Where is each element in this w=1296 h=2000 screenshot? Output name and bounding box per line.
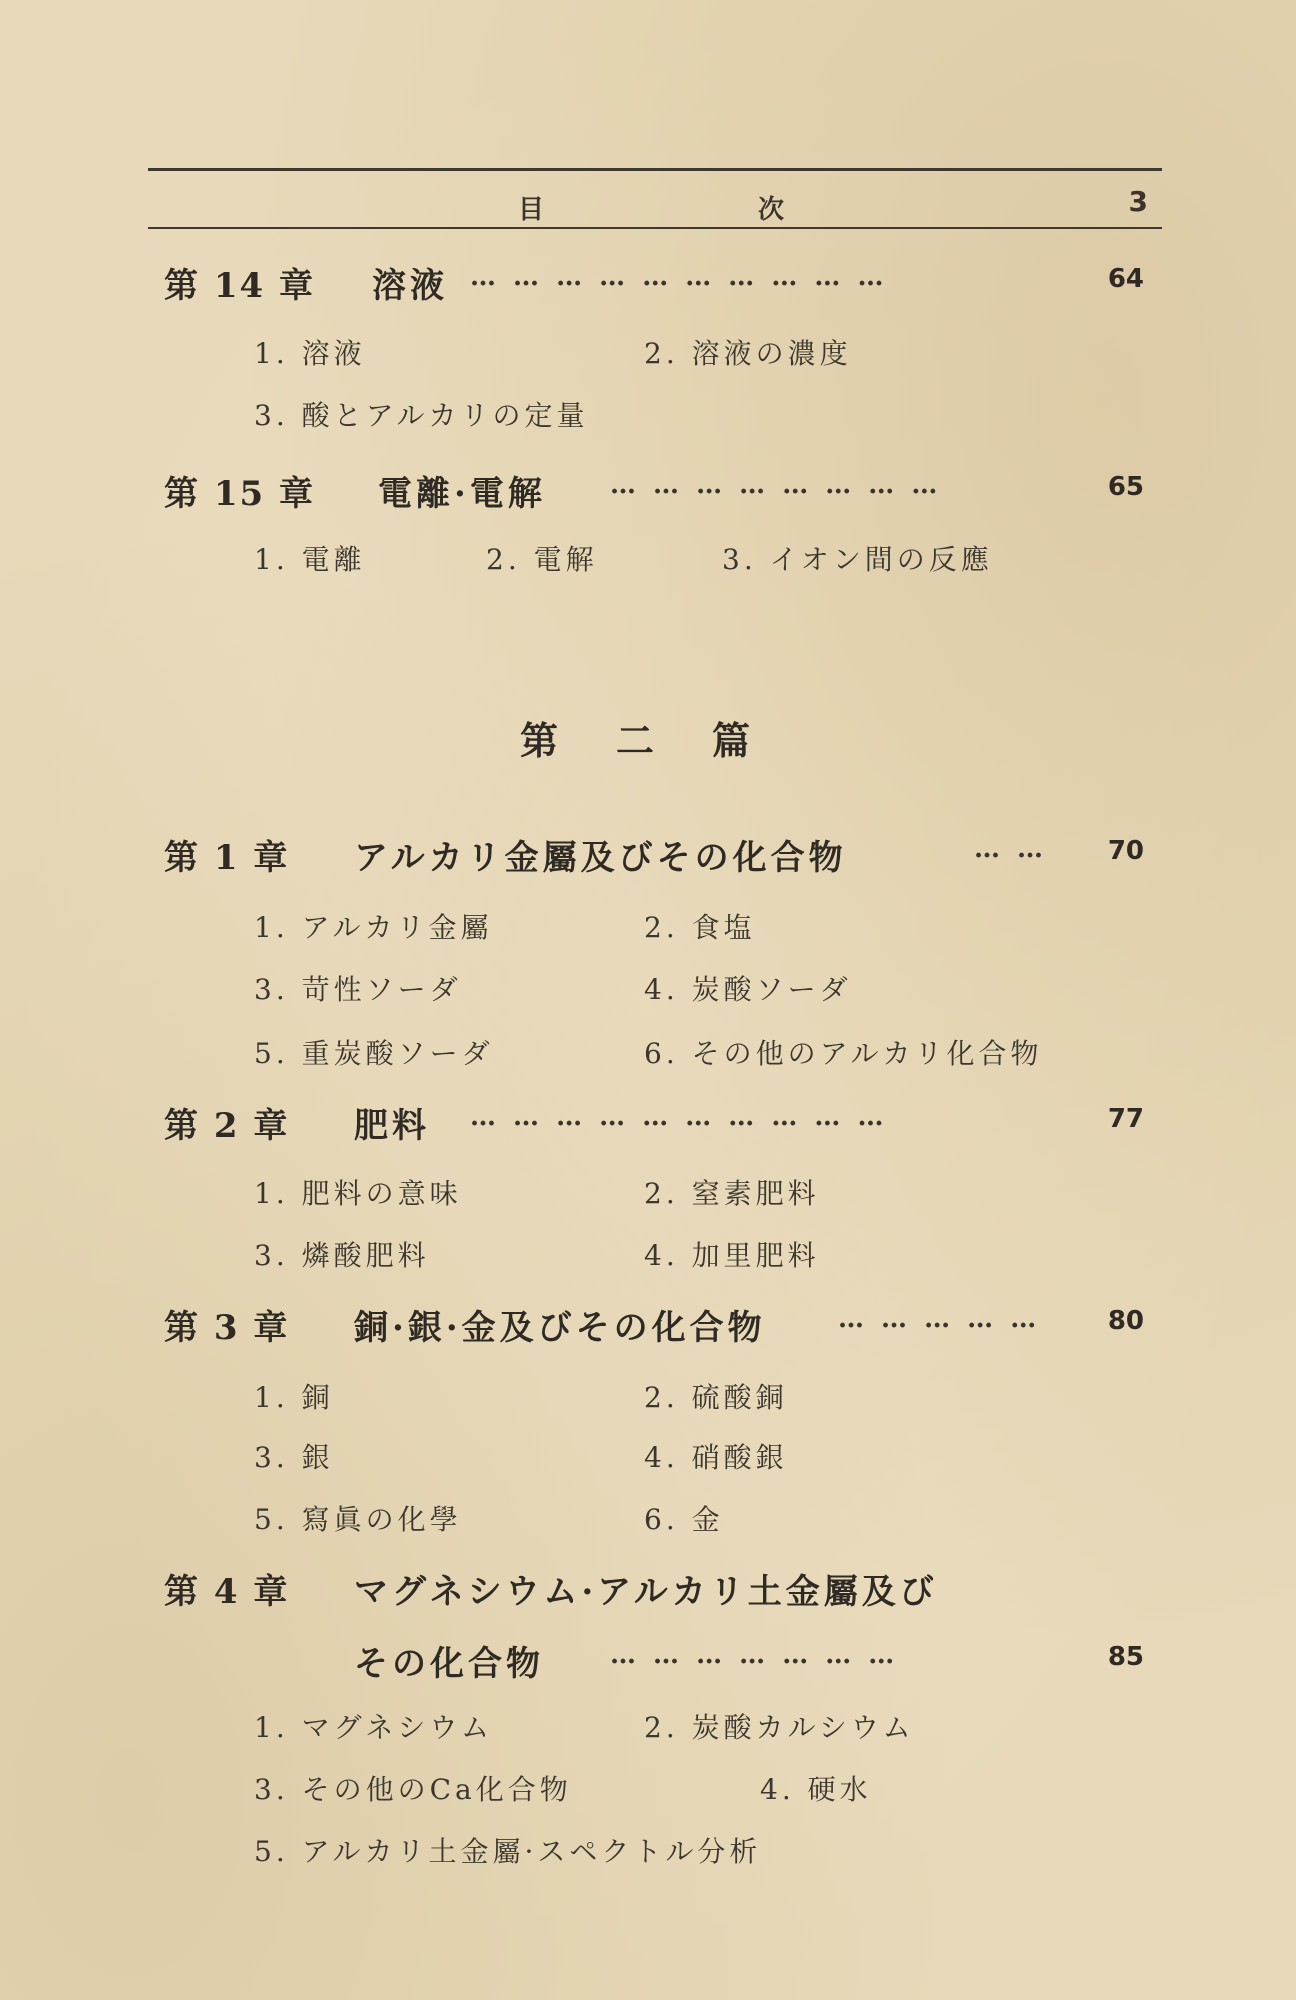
chapter-title: 電離·電解 <box>378 474 546 514</box>
chapter-heading <box>164 258 1144 306</box>
chapter-number: 第 15 章 <box>164 474 315 514</box>
chapter-heading <box>164 1564 1144 1612</box>
leader-dots: … … … … … … … … <box>610 470 942 500</box>
chapter-number: 第 2 章 <box>164 1106 290 1146</box>
leader-dots: … … … … … <box>838 1304 1041 1334</box>
chapter-title: 肥料 <box>354 1106 430 1146</box>
chapter-page: 85 <box>1107 1642 1144 1672</box>
chapter-title: 溶液 <box>372 266 448 306</box>
chapter-page: 70 <box>1107 836 1144 866</box>
chapter-heading <box>164 830 1144 878</box>
section-item: 3. その他のCa化合物 <box>254 1773 572 1806</box>
section-item: 4. 硬水 <box>760 1773 872 1806</box>
chapter-heading <box>164 466 1144 514</box>
chapter-page: 65 <box>1107 472 1144 502</box>
section-item: 1. 肥料の意味 <box>254 1177 462 1210</box>
section-item: 3. イオン間の反應 <box>722 543 993 576</box>
section-item: 5. 重炭酸ソーダ <box>254 1037 494 1070</box>
chapter-number: 第 14 章 <box>164 266 315 306</box>
section-item: 2. 硫酸銅 <box>644 1381 788 1414</box>
chapter-heading <box>164 1300 1144 1348</box>
chapter-page: 80 <box>1107 1306 1144 1336</box>
header-label-right: 次 <box>758 195 785 225</box>
section-item: 3. 苛性ソーダ <box>254 973 462 1006</box>
section-item: 5. アルカリ土金屬·スペクトル分析 <box>254 1835 762 1868</box>
section-item: 2. 炭酸カルシウム <box>644 1711 915 1744</box>
page-number: 3 <box>1128 185 1148 218</box>
chapter-number: 第 1 章 <box>164 838 290 878</box>
header-label-left: 目 <box>518 195 545 225</box>
chapter-number: 第 3 章 <box>164 1308 290 1348</box>
chapter-page: 77 <box>1107 1104 1144 1134</box>
leader-dots: … … … … … … … … … … <box>470 262 888 292</box>
section-item: 3. 酸とアルカリの定量 <box>254 399 589 432</box>
section-item: 4. 炭酸ソーダ <box>644 973 852 1006</box>
section-item: 6. 金 <box>644 1503 724 1536</box>
section-item: 4. 硝酸銀 <box>644 1441 788 1474</box>
section-item: 2. 窒素肥料 <box>644 1177 820 1210</box>
section-item: 1. アルカリ金屬 <box>254 911 493 944</box>
section-item: 1. マグネシウム <box>254 1711 494 1744</box>
section-item: 2. 食塩 <box>644 911 756 944</box>
section-item: 2. 電解 <box>486 543 598 576</box>
chapter-title: マグネシウム·アルカリ土金屬及び <box>354 1572 938 1612</box>
section-item: 4. 加里肥料 <box>644 1239 820 1272</box>
section-item: 6. その他のアルカリ化合物 <box>644 1037 1043 1070</box>
section-item: 3. 銀 <box>254 1441 334 1474</box>
part-title: 第二篇 <box>520 718 809 763</box>
chapter-page: 64 <box>1107 264 1144 294</box>
section-item: 1. 電離 <box>254 543 366 576</box>
section-item: 5. 寫眞の化學 <box>254 1503 462 1536</box>
chapter-title-line2: その化合物 <box>354 1644 544 1684</box>
chapter-heading <box>164 1098 1144 1146</box>
leader-dots: … … … … … … … <box>610 1640 899 1670</box>
leader-dots: … … … … … … … … … … <box>470 1102 888 1132</box>
page-header <box>148 168 1162 229</box>
section-item: 1. 溶液 <box>254 337 366 370</box>
chapter-title: アルカリ金屬及びその化合物 <box>354 838 847 878</box>
leader-dots: … … <box>974 834 1048 864</box>
section-item: 2. 溶液の濃度 <box>644 337 852 370</box>
section-item: 1. 銅 <box>254 1381 334 1414</box>
section-item: 3. 燐酸肥料 <box>254 1239 430 1272</box>
chapter-heading-continued <box>164 1636 1144 1684</box>
chapter-title: 銅·銀·金及びその化合物 <box>354 1308 766 1348</box>
chapter-number: 第 4 章 <box>164 1572 290 1612</box>
